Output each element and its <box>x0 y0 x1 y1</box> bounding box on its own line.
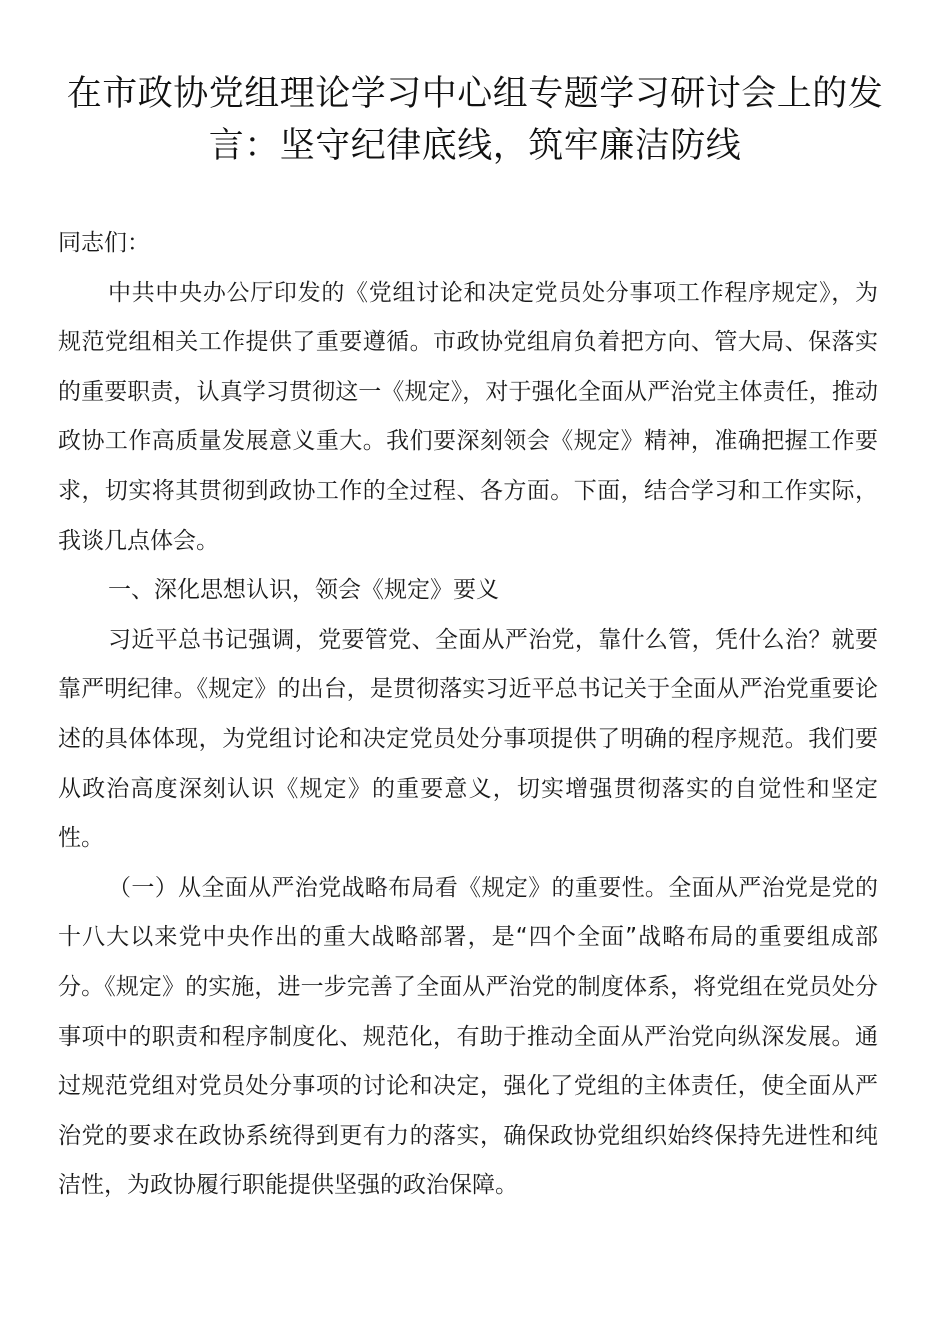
paragraph-intro: 中共中央办公厅印发的《党组讨论和决定党员处分事项工作程序规定》，为规范党组相关工作提供了重要遵循。市政协党组肩负着把方向、管大局、保落实的重要职责，认真学习贯彻这一《规定》，对于强化全面从严治党主体责任，推动政协工作高质量发展意义重大。我们要深刻领会《规定》精神，准确把握工作要求，切实将其贯彻到政协工作的全过程、各方面。下面，结合学习和工作实际，我谈几点体会。 <box>58 279 878 554</box>
section-heading-1: 一、深化思想认识，领会《规定》要义 <box>108 577 499 604</box>
document-title: 在市政协党组理论学习中心组专题学习研讨会上的发言：坚守纪律底线，筑牢廉洁防线 <box>66 74 884 166</box>
salutation: 同志们： <box>58 230 150 256</box>
document-body <box>58 219 878 1211</box>
paragraph-section-1: 习近平总书记强调，党要管党、全面从严治党，靠什么管，凭什么治？就要靠严明纪律。《规定》的出台，是贯彻落实习近平总书记关于全面从严治党重要论述的具体体现，为党组讨论和决定党员处分事项提供了明确的程序规范。我们要从政治高度深刻认识《规定》的重要意义，切实增强贯彻落实的自觉性和坚定性。 <box>58 626 878 852</box>
paragraph-subsection-1: （一）从全面从严治党战略布局看《规定》的重要性。全面从严治党是党的十八大以来党中央作出的重大战略部署，是“四个全面”战略布局的重要组成部分。《规定》的实施，进一步完善了全面从严治党的制度体系，将党组在党员处分事项中的职责和程序制度化、规范化，有助于推动全面从严治党向纵深发展。通过规范党组对党员处分事项的讨论和决定，强化了党组的主体责任，使全面从严治党的要求在政协系统得到更有力的落实，确保政协党组织始终保持先进性和纯洁性，为政协履行职能提供坚强的政治保障。 <box>58 874 878 1199</box>
